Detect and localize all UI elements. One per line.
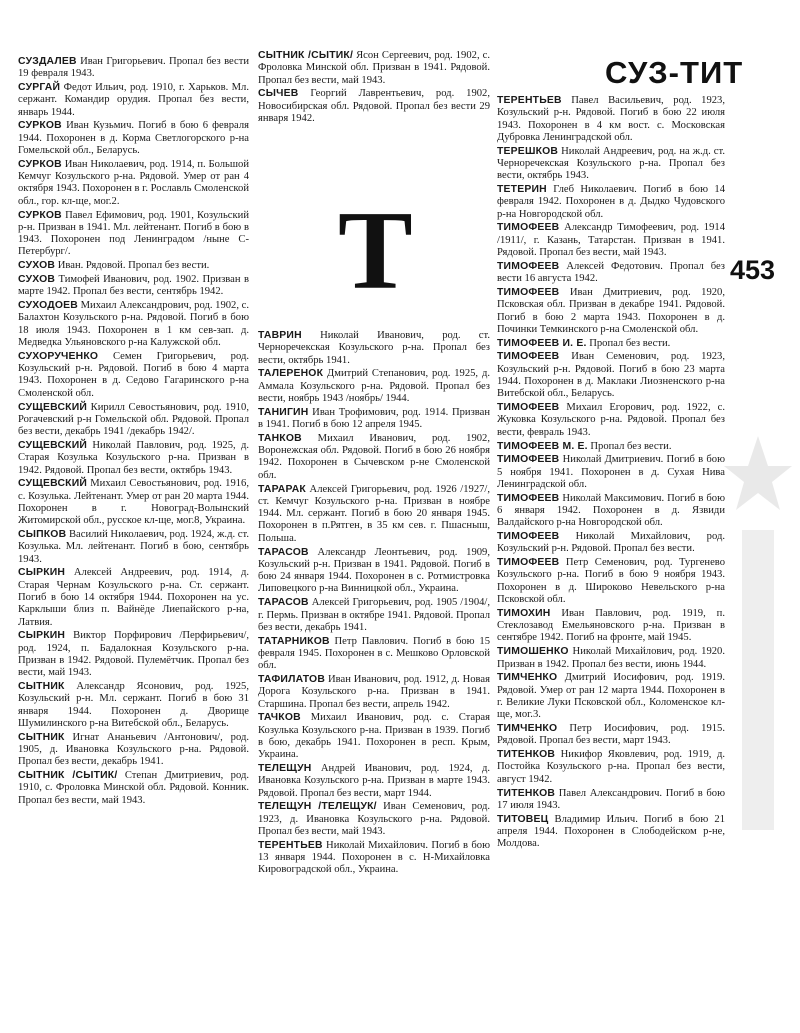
entry-details: Михаил Севостьянович, род. 1916, с. Козулька. Лейтенант. Умер от ран 20 марта 1944. Похоронен в г. Новоград-Волынский Житомирской обл., русское кл-ще, мог.8, Украина. [18, 478, 249, 527]
entry-surname: СУРКОВ [18, 158, 62, 170]
entry-surname: ТАРАРАК [258, 483, 306, 495]
memorial-entry [497, 261, 725, 286]
entry-details: Пропал без вести. [586, 337, 671, 349]
memorial-entry [497, 441, 725, 453]
entry-surname: ТИМОФЕЕВ [497, 492, 560, 504]
memorial-entry [258, 763, 490, 800]
entry-details: Александр Тимофеевич, род. 1914 /1911/, г. Казань, Татарстан. Призван в 1941. Рядовой. Пропал без вести, май 1943. [497, 222, 725, 259]
entry-details: Иван Кузьмич. Погиб в бою 6 февраля 1944. Похоронен в д. Корма Светлогорского р-на Гомельской обл., Беларусь. [18, 120, 249, 157]
entry-details: Глеб Николаевич. Погиб в бою 14 февраля 1942. Похоронен в д. Дыдко Чудовского р-на Новгородской обл. [497, 184, 725, 220]
entry-details: Павел Александрович. Погиб в бою 17 июля 1943. [497, 787, 725, 811]
memorial-entry [18, 402, 249, 439]
entry-surname: ТИМОФЕЕВ [497, 222, 560, 234]
entry-details: Иван Николаевич, род. 1914, п. Большой Кемчуг Козульского р-на. Рядовой. Умер от ран 4 октября 1943. Похоронен в г. Рославль Смоленской обл., гор. кл-ще, мог.2. [18, 158, 249, 207]
memorial-entry [497, 493, 725, 530]
entry-details: Тимофей Иванович, род. 1902. Призван в марте 1942. Пропал без вести, сентябрь 1942. [18, 274, 249, 298]
memorial-entry [18, 567, 249, 628]
entry-details: Федот Ильич, род. 1910, г. Харьков. Мл. сержант. Командир орудия. Пропал без вести, январь 1944. [18, 82, 249, 118]
entry-surname: СЫРКИН [18, 567, 66, 579]
memorial-entry [18, 260, 249, 272]
entry-details: Виктор Порфирович /Перфирьевич/, род. 1924, п. Бадалокная Козульского р-на. Призван в 1942. Рядовой. Пулемётчик. Пропал без вести, май 1943. [18, 630, 249, 679]
entry-details: Ясон Сергеевич, род. 1902, с. Фроловка Минской обл. Призван в 1941. Рядовой. Пропал без вести, май 1943. [258, 50, 490, 86]
memorial-entry [497, 402, 725, 439]
entry-details: Павел Ефимович, род. 1901, Козульский р-н. Призван в 1941. Мл. лейтенант. Погиб в бою в 1943. Похоронен под Ленинградом /ныне С-Петербург/. [18, 209, 249, 258]
entry-surname: СЫТНИК [18, 681, 65, 693]
memorial-entry [258, 597, 490, 634]
entry-surname: ТИТЕНКОВ [497, 787, 556, 799]
memorial-entry [497, 788, 725, 813]
entry-details: Николай Михайлович, род. 1920. Призван в 1942. Пропал без вести, июнь 1944. [497, 646, 725, 670]
entry-details: Иван. Рядовой. Пропал без вести. [55, 260, 210, 272]
entry-details: Иван Дмитриевич, род. 1920, Псковская обл. Призван в декабре 1941. Рядовой. Погиб в бою 2 марта 1943. Похоронен в д. Починки Темкинского р-на Смоленской обл. [497, 286, 725, 335]
entry-details: Иван Иванович, род. 1912, д. Новая Дорога Козульского р-на. Призван в 1941. Старшина. Пропал без вести, апрель 1942. [258, 674, 490, 710]
memorial-entry [497, 531, 725, 556]
entry-surname: ТИМОФЕЕВ [497, 286, 560, 298]
entry-details: Семен Григорьевич, род. Козульский р-н. Рядовой. Погиб в бою 4 марта 1943. Похоронен в д. Седово Гагаринского р-на Смоленской обл. [18, 350, 249, 399]
entry-surname: ТИТОВЕЦ [497, 813, 549, 825]
memorial-entry [497, 454, 725, 491]
memorial-entry [258, 712, 490, 761]
entry-details: Петр Павлович. Погиб в бою 15 февраля 1945. Похоронен в с. Мешково Орловской обл. [258, 635, 490, 672]
memorial-entry [497, 672, 725, 721]
memorial-entry [497, 814, 725, 851]
memorial-entry [497, 749, 725, 786]
entry-surname: СЫТНИК [18, 731, 65, 743]
entry-surname: СУЩЕВСКИЙ [18, 478, 88, 490]
memorial-entry [18, 478, 249, 527]
entry-details: Николай Иванович, род. ст. Черноречекская Козульского р-на. Пропал без вести, октябрь 1941. [258, 330, 490, 366]
memorial-entry [497, 222, 725, 259]
entry-details: Михаил Александрович, род. 1902, с. Балахтон Козульского р-на. Рядовой. Погиб в бою 18 июля 1943. Похоронен в 1 км сев-зап. д. Медведка Ульяновского р-на Калужской обл. [18, 300, 249, 349]
entry-surname: ТАЛЕРЕНОК [258, 368, 324, 380]
memorial-entry [258, 407, 490, 432]
entry-surname: ТИМОФЕЕВ М. Е. [497, 440, 588, 452]
memorial-entry [258, 484, 490, 545]
memorial-entry [18, 210, 249, 259]
entry-details: Николай Павлович, род. 1925, д. Старая Козулька Козульского р-на. Призван в 1942. Рядовой. Пропал без вести, октябрь 1943. [18, 439, 249, 476]
entry-surname: СУЩЕВСКИЙ [18, 439, 88, 451]
page-header: СУЗ-ТИТ [605, 55, 744, 90]
entry-details: Иван Трофимович, род. 1914. Призван в 1941. Погиб в бою 12 апреля 1945. [258, 406, 490, 431]
entry-details: Алексей Григорьевич, род. 1905 /1904/, г. Пермь. Призван в октябре 1941. Рядовой. Пропал без вести, декабрь 1941. [258, 597, 490, 633]
entry-details: Михаил Иванович, род. 1902, Воронежская обл. Рядовой. Погиб в бою 26 ноября 1942. Похоронен в Сычевском р-не Смоленской обл. [258, 432, 490, 481]
entry-surname: СУРГАЙ [18, 82, 61, 94]
entry-surname: ТЕЛЕЩУН [258, 763, 312, 775]
section-letter: Т [338, 189, 413, 313]
memorial-entry [18, 82, 249, 119]
entry-details: Петр Иосифович, род. 1915. Рядовой. Пропал без вести, март 1943. [497, 723, 725, 747]
memorial-entry [258, 368, 490, 405]
entry-details: Николай Андреевич, род. на ж.д. ст. Черноречекская Козульского р-на. Пропал без вести, октябрь 1943. [497, 145, 725, 182]
entry-surname: ТИМОФЕЕВ [497, 454, 560, 466]
memorial-entry [497, 557, 725, 606]
entry-details: Пропал без вести. [587, 440, 672, 452]
entry-details: Василий Николаевич, род. 1924, ж.д. ст. Козулька. Мл. лейтенант. Погиб в бою, сентябрь 1943. [18, 528, 249, 565]
entry-details: Александр Леонтьевич, род. 1909, Козульский р-н. Призван в 1941. Рядовой. Погиб в бою 24 января 1944. Похоронен в с. Ротмистровка Липовецкого р-на Винницкой обл., Украина. [258, 546, 490, 595]
watermark-star-icon [722, 430, 794, 850]
memorial-entry [497, 723, 725, 748]
entry-details: Никифор Яковлевич, род. 1919, д. Постойка Козульского р-на. Пропал без вести, август 1942. [497, 749, 725, 785]
entry-surname: ТЕРЕНТЬЕВ [258, 839, 323, 851]
memorial-entry [18, 300, 249, 349]
memorial-entry [18, 770, 249, 807]
entry-surname: ТИМОШЕНКО [497, 646, 569, 658]
entry-details: Кирилл Севостьянович, род. 1910, Рогачевский р-н Гомельской обл. Рядовой. Пропал без вести, декабрь 1941 /декабрь 1942/. [18, 401, 249, 438]
entry-surname: ТИМЧЕНКО [497, 672, 558, 684]
memorial-entry [18, 274, 249, 299]
column-1 [18, 56, 249, 809]
entry-surname: ТАЧКОВ [258, 712, 301, 724]
entry-details: Иван Григорьевич. Пропал без вести 19 февраля 1943. [18, 56, 249, 80]
entry-details: Алексей Григорьевич, род. 1926 /1927/, ст. Кемчуг Козульского р-на. Призван в ноябре 1944. Мл. сержант. Погиб в бою 20 января 1945. Похоронен в п.Рятген, в 35 км сев. г. Пшасныш, Польша. [258, 483, 490, 544]
entry-surname: СЫЧЕВ [258, 88, 299, 100]
memorial-entry [497, 184, 725, 221]
memorial-entry [18, 56, 249, 81]
entry-details: Степан Дмитриевич, род. 1910, с. Фроловка Минской обл. Рядовой. Конник. Пропал без вести, май 1943. [18, 770, 249, 806]
entry-details: Георгий Лаврентьевич, род. 1902, Новосибирская обл. Рядовой. Пропал без вести 29 января 1942. [258, 88, 490, 124]
entry-surname: СУРКОВ [18, 209, 62, 221]
entry-surname: СУЗДАЛЕВ [18, 56, 77, 67]
memorial-entry [258, 433, 490, 482]
entry-details: Андрей Иванович, род. 1924, д. Ивановка Козульского р-на. Призван в марте 1943. Рядовой. Пропал без вести, март 1944. [258, 763, 490, 799]
memorial-entry [497, 608, 725, 645]
memorial-entry [258, 330, 490, 367]
entry-surname: ТИМОХИН [497, 607, 551, 619]
entry-details: Дмитрий Степанович, род. 1925, д. Аммала Козульского р-на. Рядовой. Пропал без вести, ноябрь 1943 /ноябрь/ 1944. [258, 368, 490, 404]
entry-surname: ТАРАСОВ [258, 597, 309, 609]
entry-surname: СУРКОВ [18, 120, 62, 132]
entry-surname: СУХОДОЕВ [18, 300, 78, 312]
entry-surname: ТАНИГИН [258, 406, 309, 418]
entry-surname: ТАФИЛАТОВ [258, 674, 326, 686]
memorial-entry [18, 529, 249, 566]
entry-surname: ТЕЛЕЩУН /ТЕЛЕЩУК/ [258, 801, 377, 813]
memorial-entry [497, 287, 725, 336]
column-2 [258, 50, 490, 127]
memorial-entry [18, 732, 249, 769]
memorial-entry [18, 681, 249, 730]
column-3 [497, 95, 725, 852]
memorial-entry [18, 120, 249, 157]
entry-surname: СЫТНИК /СЫТИК/ [18, 770, 118, 782]
entry-surname: ТИМОФЕЕВ [497, 402, 560, 414]
entry-details: Алексей Федотович. Пропал без вести 16 августа 1942. [497, 260, 725, 285]
entry-details: Николай Михайлович, род. Козульский р-н. Рядовой. Пропал без вести. [497, 531, 725, 555]
memorial-entry [18, 351, 249, 400]
entry-surname: ТЕРЕШКОВ [497, 145, 559, 157]
entry-details: Алексей Андреевич, род. 1914, д. Старая Чернам Козульского р-на. Ст. сержант. Погиб в бою 14 октября 1944. Похоронен на ус. Карклыши близ п. Вайнёде Лиепайского р-на, Латвия. [18, 567, 249, 628]
entry-surname: ТЕРЕНТЬЕВ [497, 95, 562, 106]
entry-surname: ТИМОФЕЕВ [497, 557, 560, 569]
entry-surname: ТИМОФЕЕВ [497, 531, 560, 543]
entry-details: Николай Михайлович. Погиб в бою 13 января 1944. Похоронен в с. Н-Михайловка Кировоградской обл., Украина. [258, 839, 490, 876]
entry-surname: ТАВРИН [258, 330, 302, 341]
memorial-entry [258, 547, 490, 596]
memorial-entry [497, 146, 725, 183]
memorial-entry [497, 95, 725, 144]
entry-surname: СЫТНИК /СЫТИК/ [258, 50, 354, 61]
memorial-entry [18, 440, 249, 477]
entry-surname: СЫРКИН [18, 630, 66, 642]
memorial-entry [18, 630, 249, 679]
entry-surname: ТИМЧЕНКО [497, 723, 558, 735]
entry-details: Петр Семенович, род. Тургенево Козульского р-на. Погиб в бою 9 ноября 1943. Похоронен в д. Широково Невельского р-на Псковской обл. [497, 557, 725, 606]
entry-surname: ТИМОФЕЕВ [497, 260, 560, 272]
entry-surname: СУЩЕВСКИЙ [18, 401, 88, 413]
entry-details: Иван Семенович, род. 1923, Козульский р-н. Рядовой. Погиб в бою 23 марта 1944. Похоронен в д. Маклаки Лиозненского р-на Витебской обл., Беларусь. [497, 351, 725, 400]
memorial-entry [258, 840, 490, 877]
page-number: 453 [730, 255, 776, 285]
entry-details: Владимир Ильич. Погиб в бою 21 апреля 1944. Похоронен в Слободейском р-не, Молдова. [497, 813, 725, 850]
entry-details: Иван Семенович, род. 1923, д. Ивановка Козульского р-на. Рядовой. Пропал без вести, май 1943. [258, 801, 491, 838]
column-2-lower [258, 330, 490, 878]
memorial-entry [497, 338, 725, 350]
memorial-entry [258, 801, 490, 838]
entry-surname: СУХОВ [18, 260, 56, 272]
memorial-entry [18, 159, 249, 208]
memorial-entry [258, 50, 490, 87]
entry-surname: СЫПКОВ [18, 528, 67, 540]
entry-details: Павел Васильевич, род. 1923, Козульский р-н. Рядовой. Погиб в бою 22 июля 1943. Похоронен в 4 км вост. с. Московская Дубровка Ленинградской обл. [497, 95, 725, 143]
entry-details: Александр Ясонович, род. 1925, Козульский р-н. Мл. сержант. Погиб в бою 31 января 1944. Похоронен д. Дворище Шумилинского р-на Витебской обл., Беларусь. [18, 681, 249, 729]
memorial-entry [497, 351, 725, 400]
entry-surname: ТИМОФЕЕВ И. Е. [497, 337, 587, 349]
entry-details: Михаил Иванович, род. с. Старая Козулька Козульского р-на. Призван в 1939. Погиб в бою, декабрь 1941. Похоронен в респ. Крым, Украина. [258, 712, 490, 761]
entry-surname: СУХОРУЧЕНКО [18, 350, 99, 362]
entry-surname: ТАТАРНИКОВ [258, 635, 330, 647]
memorial-entry [497, 646, 725, 671]
entry-surname: СУХОВ [18, 274, 56, 286]
entry-details: Николай Дмитриевич. Погиб в бою 5 ноября 1941. Похоронен в д. Сухая Нива Ленинградской обл. [497, 454, 725, 490]
entry-details: Михаил Егорович, род. 1922, с. Жуковка Козульского р-на. Рядовой. Пропал без вести, февраль 1943. [497, 402, 725, 438]
memorial-entry [258, 636, 490, 673]
memorial-entry [258, 88, 490, 125]
entry-details: Иван Павлович, род. 1919, п. Стеклозавод Емельяновского р-на. Призван в сентябре 1942. Погиб на фронте, май 1945. [497, 607, 725, 644]
entry-surname: ТАРАСОВ [258, 546, 309, 558]
entry-details: Дмитрий Иосифович, род. 1919. Рядовой. Умер от ран 12 марта 1944. Похоронен в г. Великие Луки Псковской обл., Коломенское кл-ще, мог.3. [497, 672, 725, 721]
entry-surname: ТИТЕНКОВ [497, 749, 556, 761]
entry-surname: ТЕТЕРИН [497, 184, 547, 196]
memorial-entry [258, 674, 490, 711]
entry-details: Игнат Ананьевич /Антонович/, род. 1905, д. Ивановка Козульского р-на. Рядовой. Пропал без вести, декабрь 1941. [18, 731, 249, 768]
entry-details: Николай Максимович. Погиб в бою 6 января 1942. Похоронен в д. Язвиди Валдайского р-на Новгородской обл. [497, 492, 725, 529]
entry-surname: ТАНКОВ [258, 432, 302, 444]
entry-surname: ТИМОФЕЕВ [497, 351, 560, 363]
